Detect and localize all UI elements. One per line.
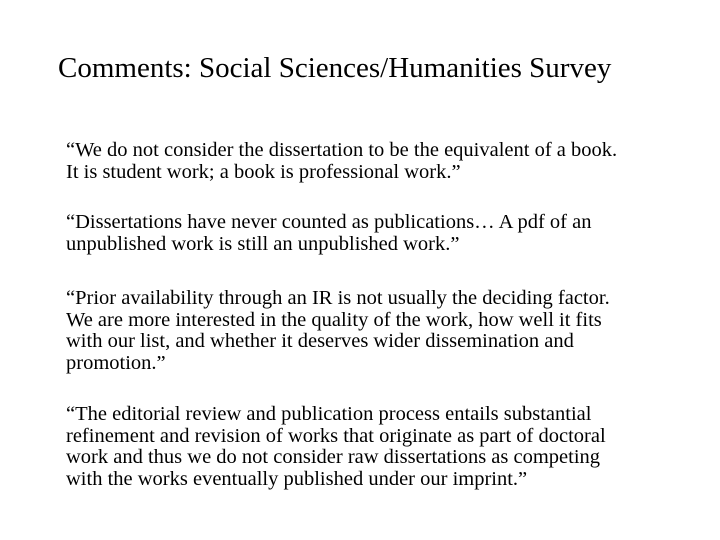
quote-line: unpublished work is still an unpublished work.”: [66, 232, 460, 255]
slide-title: Comments: Social Sciences/Humanities Survey: [58, 52, 612, 84]
quote-line: work and thus we do not consider raw dissertations as competing: [66, 446, 601, 468]
quote-1: [66, 140, 666, 183]
quote-line: refinement and revision of works that originate as part of doctoral: [66, 424, 606, 447]
quote-line: “The editorial review and publication process entails substantial: [66, 403, 592, 425]
quote-4: [66, 404, 666, 490]
quote-line: “Dissertations have never counted as publications… A pdf of an: [66, 211, 592, 233]
quote-3: [66, 288, 666, 374]
quote-line: “We do not consider the dissertation to be the equivalent of a book.: [66, 139, 618, 161]
quote-line: “Prior availability through an IR is not usually the deciding factor.: [66, 287, 610, 309]
quote-line: It is student work; a book is professional work.”: [66, 160, 461, 183]
quote-line: We are more interested in the quality of the work, how well it fits: [66, 308, 602, 331]
quote-line: promotion.”: [66, 351, 166, 374]
quote-2: [66, 212, 666, 255]
quote-line: with the works eventually published under our imprint.”: [66, 467, 528, 490]
quote-line: with our list, and whether it deserves wider dissemination and: [66, 330, 574, 352]
